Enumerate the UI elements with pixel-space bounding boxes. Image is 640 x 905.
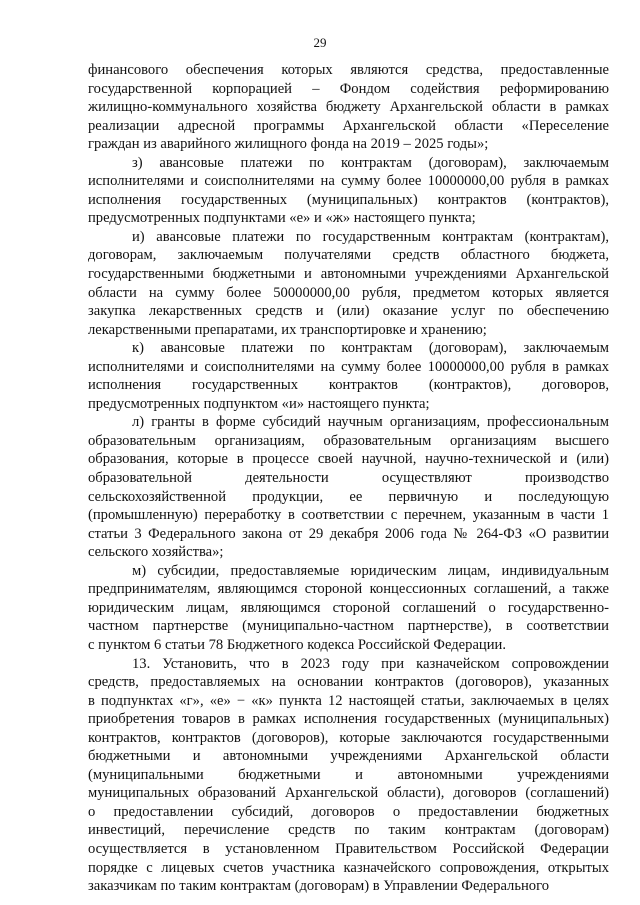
text-line: государственными бюджетными и автономными учреждениями Архангельской [88, 266, 609, 283]
page-number: 29 [313, 35, 327, 50]
text-line: исполнения государственных контрактов (контрактов), договоров, [88, 377, 609, 394]
text-line: инвестиций, перечисление средств по таким контрактам (договорам) [88, 822, 609, 839]
text-line: исполнителями и соисполнителями на сумму более 10000000,00 рубля в рамках [88, 358, 609, 375]
text-line: финансового обеспечения которых являются средства, предоставленные [88, 62, 609, 78]
text-line: (муниципальными бюджетными и автономными учреждениями [88, 766, 609, 783]
text-line: образовательной деятельности осуществляют производство [88, 470, 609, 487]
document-body [88, 61, 609, 896]
text-line: государственной корпорацией – Фондом содействия реформированию [88, 80, 609, 97]
text-line: к) авансовые платежи по контрактам (договорам), заключаемым [132, 340, 609, 357]
text-line: в подпунктах «г», «е» − «к» пункта 12 настоящей статьи, заключаемых в целях [88, 692, 609, 709]
text-line: частном партнерстве (муниципально-частном партнерстве), в соответствии [88, 618, 609, 635]
text-line: и) авансовые платежи по государственным контрактам (контрактам), [132, 228, 609, 245]
text-line: граждан из аварийного жилищного фонда на 2019 – 2025 годы»; [88, 136, 489, 153]
text-line: м) субсидии, предоставляемые юридическим лицам, индивидуальным [132, 562, 609, 579]
text-line: образовательным организациям, образовательным организациям высшего [88, 432, 609, 449]
text-line: жилищно-коммунального хозяйства бюджету Архангельской области в рамках [88, 99, 609, 116]
text-line: средств, предоставляемых на основании контрактов (договоров), указанных [88, 674, 609, 691]
text-line: области на сумму более 50000000,00 рубля, предметом которых является [88, 284, 609, 301]
text-line: предпринимателям, являющимся стороной концессионных соглашений, а также [88, 581, 609, 598]
text-line: осуществляется в установленном Правительством Российской Федерации [88, 840, 609, 857]
text-line: предусмотренных подпунктом «и» настоящего пункта; [88, 395, 430, 412]
text-line: реализации адресной программы Архангельской области «Переселение [88, 117, 609, 134]
text-line: л) гранты в форме субсидий научным организациям, профессиональным [132, 414, 609, 431]
text-line: сельского хозяйства»; [88, 544, 224, 561]
text-line: юридическим лицам, являющимся стороной соглашений о государственно- [88, 599, 609, 616]
text-line: статьи 3 Федерального закона от 29 декабря 2006 года № 264-ФЗ «О развитии [88, 525, 609, 542]
text-line: бюджетными и автономными учреждениями Архангельской области [88, 748, 609, 765]
text-line: сельскохозяйственной продукции, ее первичную и последующую [88, 488, 609, 505]
text-line: контрактов, контрактов (договоров), которые заключаются государственными [88, 729, 609, 746]
text-line: 13. Установить, что в 2023 году при казначейском сопровождении [132, 655, 609, 672]
text-line: порядке с лицевых счетов участника казначейского сопровождения, открытых [88, 859, 609, 876]
text-line: (промышленную) переработку в соответствии с перечнем, указанным в части 1 [88, 507, 609, 524]
text-line: образования, которые в процессе своей научной, научно-технической и (или) [88, 451, 609, 468]
text-line: закупка лекарственных средств и (или) оказание услуг по обеспечению [88, 303, 609, 320]
text-line: приобретения товаров в рамках исполнения государственных (муниципальных) [88, 711, 609, 728]
text-line: лекарственными препаратами, их транспортировке и хранению; [88, 321, 487, 338]
text-line: с пунктом 6 статьи 78 Бюджетного кодекса Российской Федерации. [88, 636, 507, 653]
text-line: исполнителями и соисполнителями на сумму более 10000000,00 рубля в рамках [88, 173, 609, 190]
text-line: о предоставлении субсидий, договоров о предоставлении бюджетных [88, 803, 609, 820]
text-line: заказчикам по таким контрактам (договорам) в Управлении Федерального [88, 878, 550, 895]
text-line: исполнения государственных (муниципальных) контрактов (контрактов), [88, 191, 609, 208]
text-line: з) авансовые платежи по контрактам (договорам), заключаемым [132, 154, 609, 171]
text-line: муниципальных образований Архангельской области), договоров (соглашений) [88, 785, 609, 802]
text-line: договорам, заключаемым получателями средств областного бюджета, [88, 247, 609, 264]
text-line: предусмотренных подпунктами «е» и «ж» настоящего пункта; [88, 210, 476, 227]
